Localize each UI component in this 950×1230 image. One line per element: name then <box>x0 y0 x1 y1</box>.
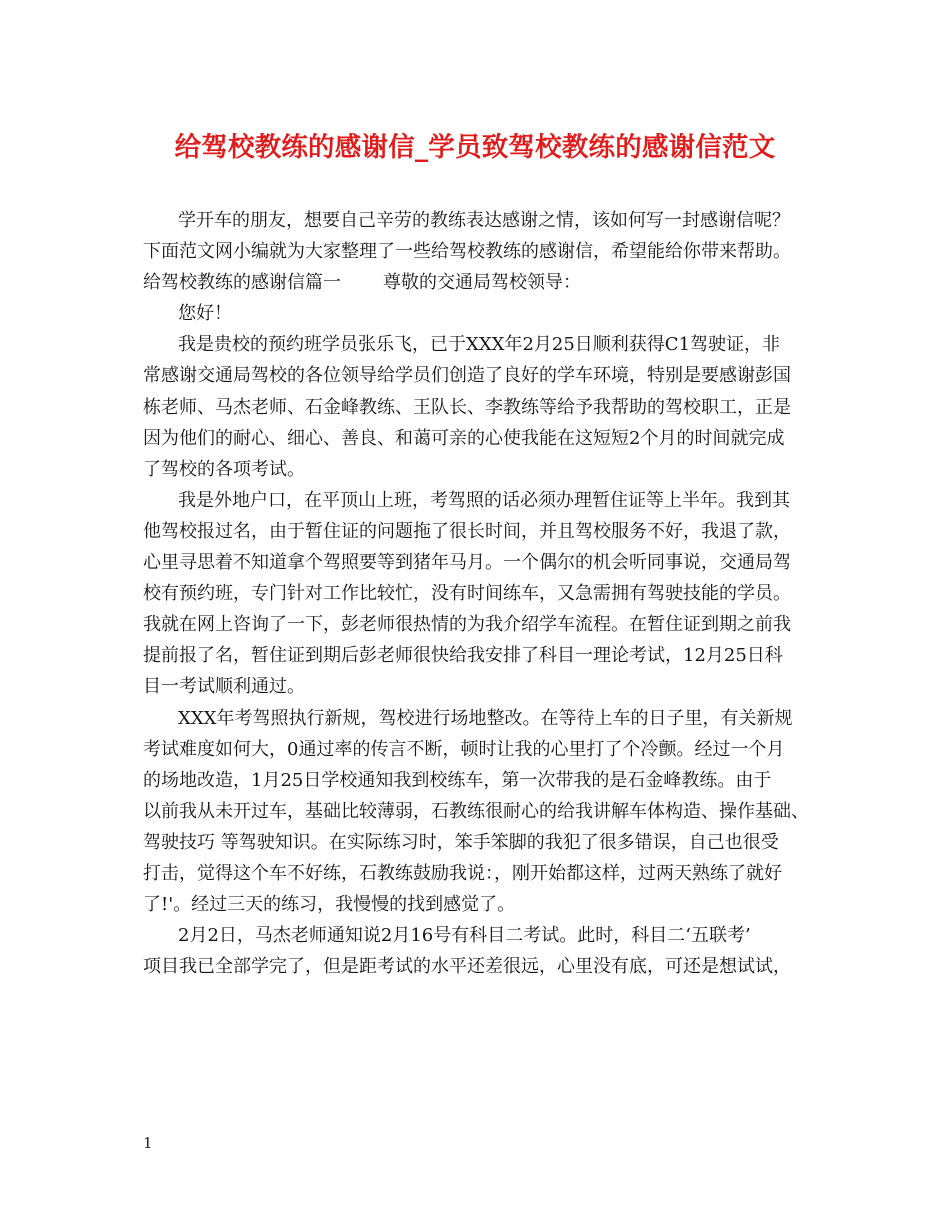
paragraph-line: 我是贵校的预约班学员张乐飞，已于XXX年2月25日顺利获得C1驾驶证，非 <box>178 334 781 356</box>
paragraph-line: 打击，觉得这个车不好练，石教练鼓励我说：，刚开始都这样，过两天熟练了就好 <box>143 862 782 884</box>
page-number: 1 <box>143 1134 153 1152</box>
document-title: 给驾校教练的感谢信_学员致驾校教练的感谢信范文 <box>174 132 776 163</box>
paragraph-line: 心里寻思着不知道拿个驾照要等到猪年马月。一个偶尔的机会听同事说，交通局驾 <box>143 552 791 574</box>
paragraph-line: XXX年考驾照执行新规，驾校进行场地整改。在等待上车的日子里，有关新规 <box>178 707 793 729</box>
greeting: 您好！ <box>178 303 232 325</box>
paragraph-line: 下面范文网小编就为大家整理了一些给驾校教练的感谢信，希望能给你带来帮助。 <box>143 241 791 263</box>
paragraph-line: 因为他们的耐心、细心、善良、和蔼可亲的心使我能在这短短2个月的时间就完成 <box>143 427 785 449</box>
paragraph-line: 了!'。经过三天的练习，我慢慢的找到感觉了。 <box>143 894 516 916</box>
paragraph-line: 驾驶技巧 等驾驶知识。在实际练习时，笨手笨脚的我犯了很多错误，自己也很受 <box>143 831 779 853</box>
paragraph-line: 学开车的朋友，想要自己辛劳的教练表达感谢之情，该如何写一封感谢信呢？ <box>178 210 790 231</box>
paragraph-line: 2月2日，马杰老师通知说2月16号有科目二考试。此时，科目二‘五联考’ <box>178 925 751 947</box>
paragraph-line: 校有预约班，专门针对工作比较忙，没有时间练车，又急需拥有驾驶技能的学员。 <box>143 583 791 605</box>
paragraph-line: 的场地改造，1月25日学校通知我到校练车，第一次带我的是石金峰教练。由于 <box>143 769 772 791</box>
paragraph-line: 他驾校报过名，由于暂住证的问题拖了很长时间，并且驾校服务不好，我退了款， <box>143 520 791 542</box>
document-body <box>143 205 823 982</box>
paragraph-line: 目一考试顺利通过。 <box>143 676 305 698</box>
paragraph-line: 提前报了名，暂住证到期后彭老师很快给我安排了科目一理论考试，12月25日科 <box>143 645 783 667</box>
paragraph-line: 项目我已全部学完了，但是距考试的水平还差很远，心里没有底，可还是想试试， <box>143 956 791 978</box>
paragraph-line: 常感谢交通局驾校的各位领导给学员们创造了良好的学车环境，特别是要感谢彭国 <box>143 365 791 387</box>
paragraph-line: 了驾校的各项考试。 <box>143 458 305 480</box>
paragraph-line: 以前我从未开过车，基础比较薄弱，石教练很耐心的给我讲解车体构造、操作基础、 <box>143 800 809 822</box>
paragraph-line: 我就在网上咨询了一下，彭老师很热情的为我介绍学车流程。在暂住证到期之前我 <box>143 614 791 636</box>
section-heading-line <box>143 267 823 298</box>
paragraph-line: 栋老师、马杰老师、石金峰教练、王队长、李教练等给予我帮助的驾校职工，正是 <box>143 396 791 418</box>
paragraph-line: 我是外地户口，在平顶山上班，考驾照的话必须办理暂住证等上半年。我到其 <box>178 489 790 511</box>
salutation: 尊敬的交通局驾校领导： <box>383 272 581 294</box>
paragraph-line: 考试难度如何大，0通过率的传言不断，顿时让我的心里打了个冷颤。经过一个月 <box>143 738 785 760</box>
section-heading: 给驾校教练的感谢信篇一 <box>143 272 341 294</box>
